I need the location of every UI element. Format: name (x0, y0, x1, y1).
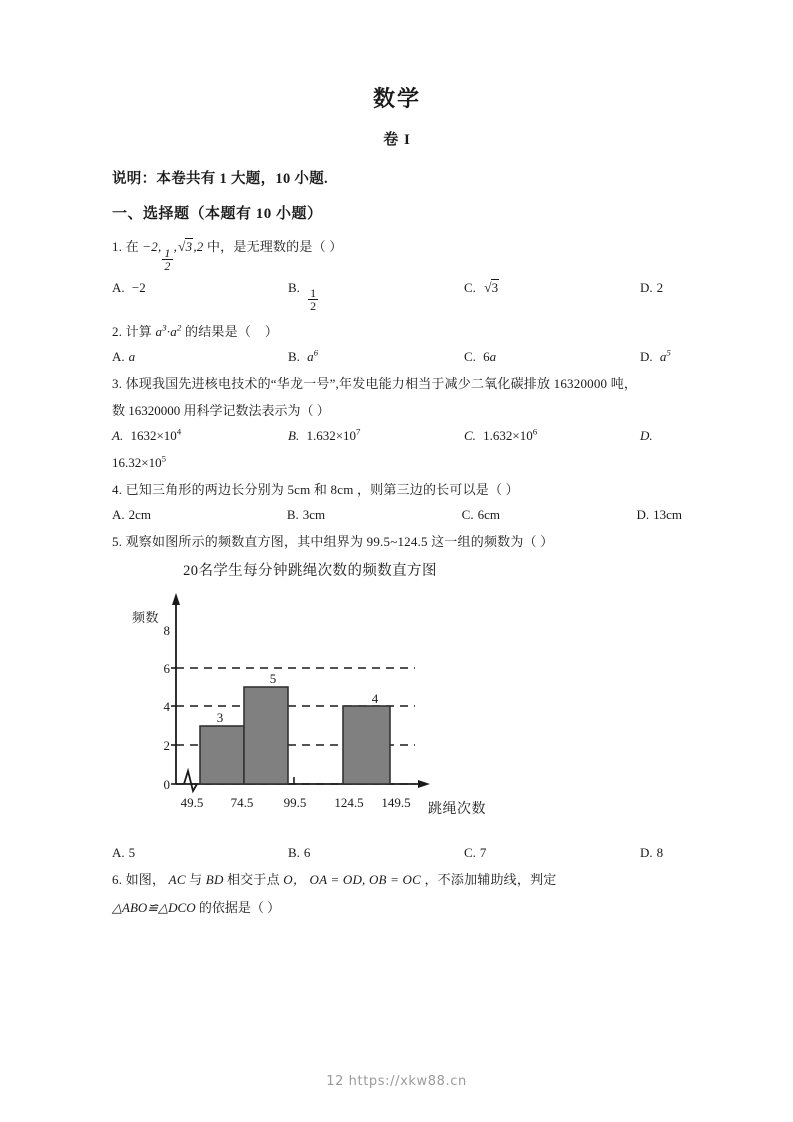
option-3-c-value: $1.632\times 10^6$ (483, 426, 538, 444)
exam-note: 说明：本卷共有 1 大题，10 小题. (112, 171, 328, 188)
question-3-options (112, 428, 682, 444)
page-title: 数学 (372, 86, 421, 111)
chart-plot-area (130, 585, 530, 839)
question-6-line1-c: 与 (189, 872, 203, 888)
chart-bar-label-2: 5 (269, 671, 277, 687)
option-3-b-value: $1.632\times 10^7$ (306, 426, 361, 444)
option-2-a[interactable]: A. a (112, 348, 136, 364)
chart-xtick-99-5: 99.5 (283, 795, 307, 811)
question-5-number: 5. (112, 534, 123, 550)
question-4-number: 4. (112, 482, 123, 498)
option-5-b-value: 6 (303, 845, 311, 861)
chart-bar-3 (343, 706, 390, 784)
question-2-stem (112, 322, 682, 342)
question-6-line1-a: 如图， (125, 872, 166, 888)
question-6-point-o: O， (283, 872, 307, 888)
question-5-options (112, 845, 682, 861)
question-4-options (112, 507, 682, 523)
option-5-c[interactable]: C. 7 (464, 845, 487, 861)
document-content (112, 86, 682, 925)
option-2-c-value: 6a (479, 348, 497, 364)
chart-ytick-4: 4 (163, 699, 170, 715)
option-1-c[interactable]: C. √3 (464, 279, 499, 295)
page-subtitle: 卷 I (383, 132, 411, 149)
option-4-a-value: 2cm (128, 507, 152, 523)
chart-svg (130, 585, 530, 839)
option-1-a[interactable]: A. −2 (112, 279, 146, 295)
question-1-stem-post: 中，是无理数的是（ ） (206, 239, 343, 255)
option-1-d[interactable]: D. 2 (640, 279, 664, 295)
option-4-a[interactable]: A. 2cm (112, 507, 152, 523)
option-1-b-value: $\frac{1}{2}$ (310, 286, 317, 314)
chart-y-axis-label: 频数 (132, 610, 160, 626)
question-1-stem (112, 237, 682, 272)
chart-xtick-49-5: 49.5 (180, 795, 204, 811)
question-1-stem-pre: 在 (125, 239, 139, 255)
question-6-equalities: OA = OD, OB = OC (309, 872, 422, 888)
question-6-line1-h: ，不添加辅助线，判定 (424, 872, 557, 888)
question-1-options (112, 280, 682, 313)
chart-bars (200, 687, 390, 784)
question-3-line1: 体现我国先进核电技术的“华龙一号”,年发电能力相当于减少二氧化碳排放 16320000 吨， (125, 375, 638, 391)
question-6-segment-ac: AC (168, 872, 186, 888)
chart-ytick-8: 8 (163, 623, 170, 639)
question-2-text: 计算 $a^3\cdot a^2$ 的结果是（ ） (125, 322, 279, 339)
option-2-b[interactable]: B. $a^6$ (288, 347, 319, 364)
chart-bar-label-3: 4 (371, 691, 379, 707)
option-3-d[interactable]: D. (640, 428, 653, 444)
option-5-d-value: 8 (656, 845, 664, 861)
option-4-b-value: 3cm (302, 507, 326, 523)
option-1-c-value: √3 (484, 279, 499, 295)
question-6-congruence: △ABO≌△DCO (112, 899, 196, 915)
question-6-stem-line1 (112, 870, 682, 890)
option-5-a-value: 5 (128, 845, 136, 861)
question-3-number: 3. (112, 375, 123, 391)
option-5-d[interactable]: D. 8 (640, 845, 664, 861)
option-3-a[interactable]: A. $1632\times 10^4$ (112, 426, 182, 444)
question-3-stem-line2: 数 16320000 用科学记数法表示为（ ） (112, 402, 330, 418)
chart-bar-label-1: 3 (216, 710, 224, 726)
option-4-b[interactable]: B. 3cm (286, 507, 326, 523)
option-1-d-value: 2 (656, 279, 664, 295)
chart-y-axis (172, 593, 180, 784)
question-1-number: 1. (112, 239, 123, 255)
option-3-d-value-wrap (112, 453, 682, 473)
section-heading: 一、选择题（本题有 10 小题） (112, 206, 323, 223)
option-5-b[interactable]: B. 6 (288, 845, 311, 861)
question-5-text: 观察如图所示的频数直方图，其中组界为 99.5~124.5 这一组的频数为（ ） (125, 534, 554, 550)
chart-axis-break-icon (184, 771, 197, 791)
chart-bar-1 (200, 726, 244, 784)
option-4-d[interactable]: D. 13cm (636, 507, 683, 523)
option-3-c[interactable]: C. $1.632\times 10^6$ (464, 426, 538, 444)
chart-ytick-6: 6 (163, 661, 170, 677)
chart-xtick-74-5: 74.5 (230, 795, 254, 811)
frequency-histogram (130, 559, 530, 839)
chart-xtick-149-5: 149.5 (381, 795, 411, 811)
chart-x-axis-label: 跳绳次数 (428, 802, 486, 818)
question-6-line2-b: 的依据是（ ） (198, 899, 281, 915)
question-4-text: 已知三角形的两边长分别为 5cm 和 8cm ，则第三边的长可以是（ ） (125, 482, 519, 498)
option-4-c[interactable]: C. 6cm (461, 507, 500, 523)
option-2-b-value: $a^6$ (303, 347, 319, 364)
chart-ytick-2: 2 (163, 738, 170, 754)
option-4-c-value: 6cm (477, 507, 500, 523)
option-5-c-value: 7 (479, 845, 487, 861)
option-3-b[interactable]: B. $1.632\times 10^7$ (288, 426, 361, 444)
question-6-stem-line2 (112, 898, 682, 918)
question-4-stem (112, 480, 682, 500)
question-5-stem (112, 532, 682, 552)
page-footer: 12 https://xkw88.cn (326, 1074, 467, 1089)
chart-bar-2 (244, 687, 288, 784)
option-4-d-value: 13cm (653, 507, 683, 523)
question-2-number: 2. (112, 323, 123, 339)
option-1-b[interactable]: B. $\frac{1}{2}$ (288, 280, 464, 313)
option-2-a-value: a (128, 348, 136, 364)
option-2-d-value: $a^5$ (656, 347, 671, 364)
option-3-d-value: $16.32\times 10^5$ (112, 453, 167, 471)
option-5-a[interactable]: A. 5 (112, 845, 136, 861)
option-2-d[interactable]: D. $a^5$ (640, 347, 671, 364)
option-2-c[interactable]: C. 6a (464, 348, 497, 364)
chart-xtick-124-5: 124.5 (334, 795, 364, 811)
question-6-segment-bd: BD (205, 872, 224, 888)
option-3-a-value: $1632\times 10^4$ (130, 426, 182, 444)
question-1-math: −2, $\frac{1}{2}$ ,√3,2 (142, 239, 204, 274)
chart-ytick-0: 0 (163, 777, 170, 793)
question-6-number: 6. (112, 872, 123, 888)
question-3-stem-line1 (112, 374, 682, 394)
question-2-options (112, 349, 682, 365)
question-6-line1-e: 相交于点 (226, 872, 280, 888)
option-1-a-value: −2 (128, 279, 146, 295)
chart-title: 20名学生每分钟跳绳次数的频数直方图 (183, 563, 437, 580)
